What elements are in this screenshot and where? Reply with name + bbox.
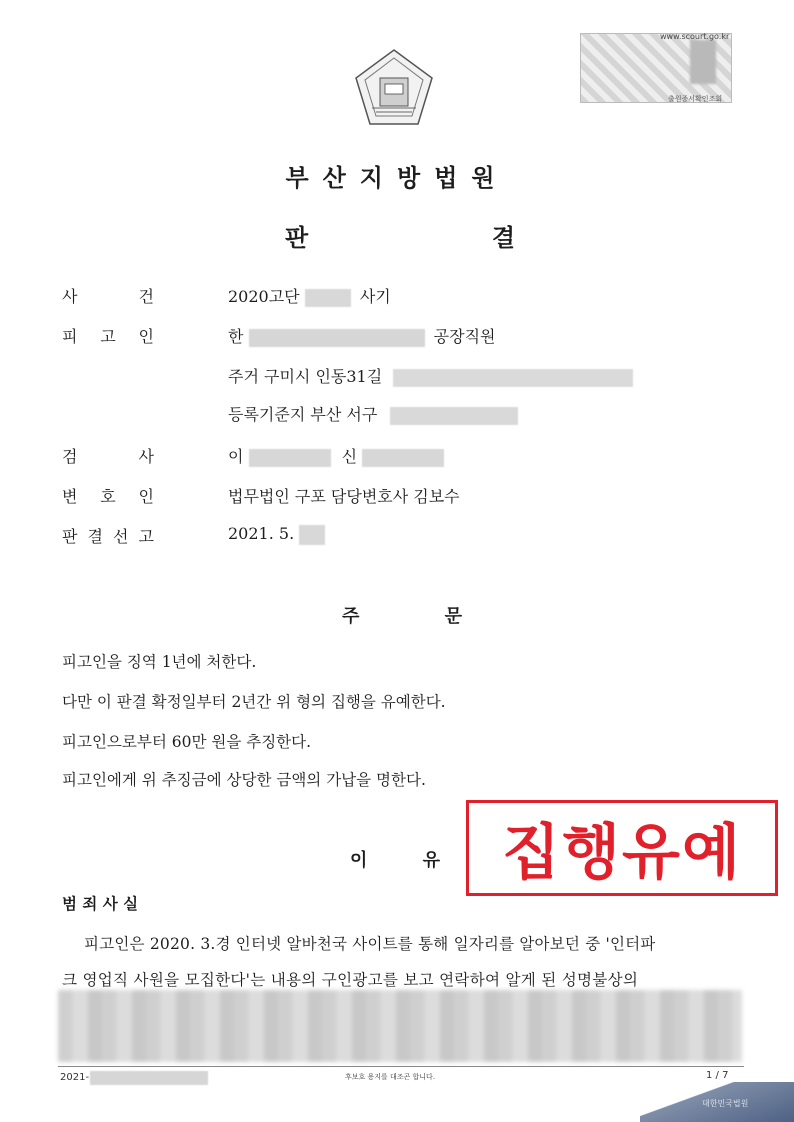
document-title-right: 결	[491, 224, 515, 252]
label-char: 인	[138, 327, 154, 346]
redaction-block	[393, 369, 633, 387]
case-info-value	[228, 284, 391, 307]
registration-text: 등록기준지 부산 서구	[228, 405, 378, 424]
case-type: 사기	[359, 287, 391, 306]
defendant-name-initial: 한	[228, 327, 244, 346]
court-seal-icon	[352, 48, 436, 128]
redaction-block	[690, 40, 716, 84]
label-char: 선	[113, 527, 129, 546]
order-heading	[342, 602, 462, 628]
footer-doc-number: 2021-	[60, 1072, 90, 1083]
counsel-value: 법무법인 구포 담당변호사 김보수	[228, 487, 460, 506]
reason-heading	[350, 846, 440, 872]
case-info-label	[62, 284, 154, 307]
redaction-block	[249, 329, 425, 347]
order-line: 피고인에게 위 추징금에 상당한 금액의 가납을 명한다.	[62, 771, 426, 789]
sentence-date-value	[228, 524, 325, 545]
corner-label: 대한민국법원	[702, 1099, 749, 1108]
footer-divider	[58, 1066, 744, 1067]
reason-line: 크 영업직 사원을 모집한다'는 내용의 구인광고를 보고 연락하여 알게 된 성명불상의	[62, 971, 639, 989]
label-char: 결	[87, 527, 103, 546]
case-number-prefix: 2020고단	[228, 287, 300, 306]
court-name: 부산지방법원	[285, 164, 509, 192]
order-line: 피고인을 징역 1년에 처한다.	[62, 653, 257, 671]
label-char: 사	[62, 287, 78, 306]
registration-value	[228, 402, 518, 425]
crime-facts-heading: 범 죄 사 실	[62, 895, 139, 913]
redaction-block	[362, 449, 444, 467]
label-char: 호	[100, 487, 116, 506]
label-char: 변	[62, 487, 78, 506]
reason-heading-right: 유	[422, 850, 440, 871]
label-char: 인	[138, 487, 154, 506]
suspended-sentence-stamp: 집행유예	[466, 800, 778, 896]
prosecutor-second-initial: 신	[341, 447, 358, 466]
residence-value	[228, 364, 633, 387]
defendant-occupation: 공장직원	[433, 327, 496, 346]
footer-center-note: 후보호 용지를 대조곤 합니다.	[345, 1073, 436, 1081]
label-char: 판	[62, 527, 78, 546]
redaction-block	[305, 289, 351, 307]
prosecutor-initial: 이	[228, 447, 244, 466]
prosecutor-value	[228, 444, 444, 467]
label-char: 사	[138, 447, 154, 466]
order-heading-right: 문	[444, 606, 462, 627]
label-char: 고	[100, 327, 116, 346]
reason-heading-left: 이	[350, 850, 368, 871]
label-char: 고	[138, 527, 154, 546]
qr-url: www.scourt.go.kr	[660, 32, 730, 41]
redaction-block	[299, 525, 325, 545]
order-heading-left: 주	[342, 606, 360, 627]
residence-text: 주거 구미시 인동31길	[228, 367, 383, 386]
label-char: 검	[62, 447, 78, 466]
document-title	[285, 218, 515, 253]
footer-page-number: 1 / 7	[706, 1070, 729, 1081]
label-char: 피	[62, 327, 78, 346]
label-char: 건	[138, 287, 154, 306]
order-line: 다만 이 판결 확정일부터 2년간 위 형의 집행을 유예한다.	[62, 693, 446, 711]
sentence-date-text: 2021. 5.	[228, 524, 295, 543]
document-title-left: 판	[285, 224, 309, 252]
redaction-block	[58, 990, 742, 1062]
reason-line: 피고인은 2020. 3.경 인터넷 알바천국 사이트를 통해 일자리를 알아보던 중 '인터파	[84, 935, 656, 953]
sentence-date-label	[62, 524, 154, 547]
order-line: 피고인으로부터 60만 원을 추징한다.	[62, 733, 312, 751]
prosecutor-label	[62, 444, 154, 467]
counsel-label	[62, 484, 154, 507]
defendant-label	[62, 324, 154, 347]
defendant-value	[228, 324, 495, 347]
redaction-block	[249, 449, 331, 467]
redaction-block	[90, 1071, 208, 1085]
redaction-block	[390, 407, 518, 425]
qr-caption: 출원증서확인조회	[668, 95, 723, 103]
